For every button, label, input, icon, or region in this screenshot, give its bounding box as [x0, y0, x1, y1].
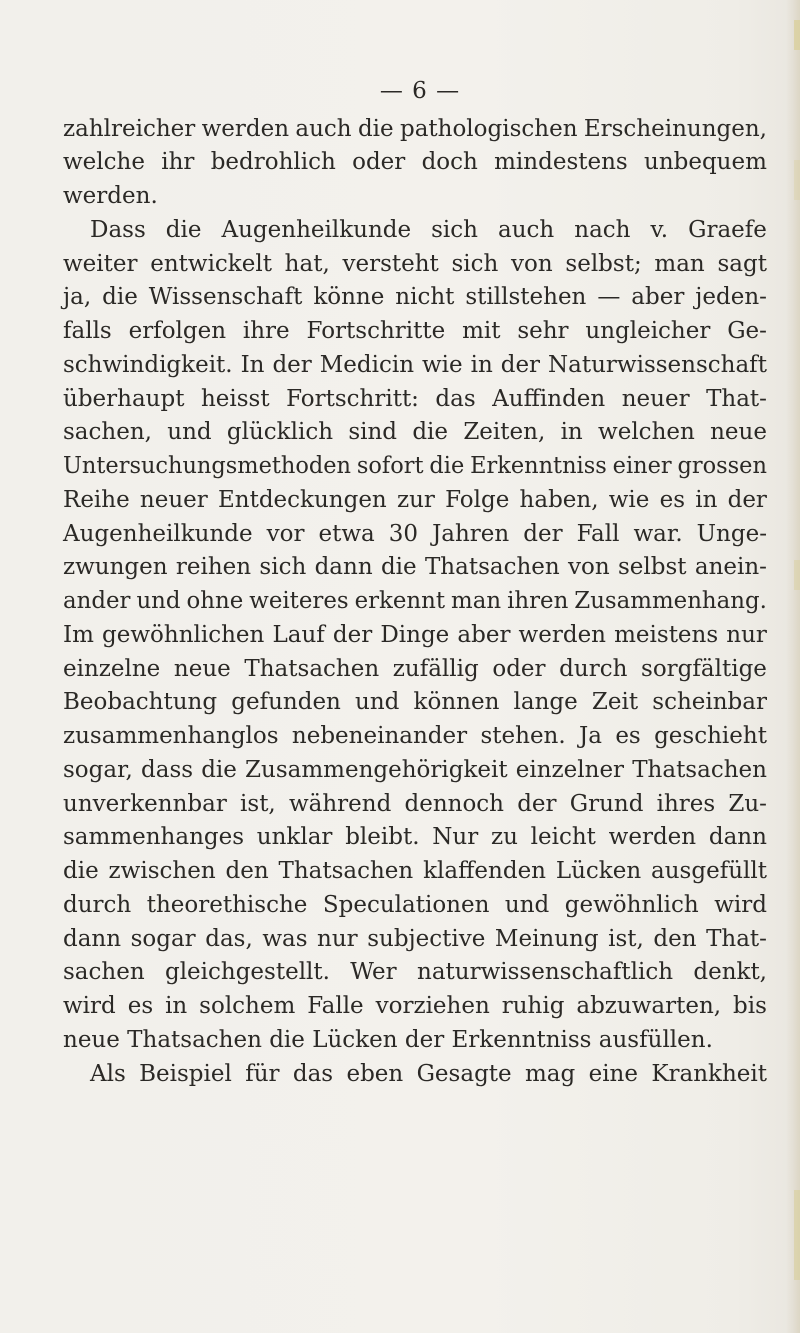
word: der: [500, 352, 541, 378]
word: neue: [173, 656, 231, 682]
text-line: [63, 719, 767, 753]
word: selbst: [618, 554, 687, 580]
word: solchem: [199, 993, 296, 1019]
word: falls: [63, 318, 112, 344]
text-line: [63, 145, 767, 179]
word: Fortschritte: [306, 318, 446, 344]
word: neuer: [139, 487, 208, 513]
word: sogar: [130, 926, 196, 952]
word: sachen: [63, 959, 145, 985]
word: sind: [348, 419, 398, 445]
word: Augenheilkunde: [221, 217, 412, 243]
word: Graefe: [688, 217, 767, 243]
word: die: [201, 757, 237, 783]
word: jeden-: [695, 284, 767, 310]
word: einzelne: [63, 656, 161, 682]
word: Beobachtung: [63, 689, 218, 715]
word: gewöhnlich: [564, 892, 699, 918]
text-line: [63, 685, 767, 719]
text-line: [63, 888, 767, 922]
word: Dass: [90, 217, 146, 243]
text-line-inner: [63, 787, 767, 821]
word: sachen,: [63, 419, 152, 445]
word: Zeiten,: [463, 419, 546, 445]
word: Reihe: [63, 487, 130, 513]
word: erfolgen: [128, 318, 227, 344]
word: der: [523, 521, 563, 547]
word: einer: [612, 453, 672, 479]
word: Falle: [307, 993, 364, 1019]
word: Zusammenhang.: [574, 588, 767, 614]
word: Medicin: [319, 352, 415, 378]
text-line: [63, 280, 767, 314]
word: selbst;: [565, 251, 642, 277]
word: ihren: [507, 588, 569, 614]
word: unbequem: [644, 149, 767, 175]
word: vorziehen: [375, 993, 490, 1019]
word: ihres: [656, 791, 716, 817]
text-line-inner: [63, 618, 767, 652]
word: Wer: [350, 959, 397, 985]
text-line-inner: [63, 112, 767, 146]
text-line-inner: [63, 280, 767, 314]
word: versteht: [342, 251, 439, 277]
text-line-inner: [63, 922, 767, 956]
word: in: [560, 419, 583, 445]
word: Untersuchungsmethoden: [63, 453, 352, 479]
word: die: [63, 858, 99, 884]
text-line-inner: [63, 247, 767, 281]
word: ruhig: [501, 993, 565, 1019]
text-line: [63, 787, 767, 821]
word: Erkenntniss: [470, 453, 607, 479]
text-line: [63, 922, 767, 956]
text-line-inner: [63, 449, 767, 483]
word: klaffenden: [423, 858, 546, 884]
word: schwindigkeit.: [63, 352, 233, 378]
word: ja,: [63, 284, 92, 310]
word: nur: [317, 926, 358, 952]
word: Zu-: [728, 791, 767, 817]
word: —: [597, 284, 621, 310]
text-line: [63, 584, 767, 618]
text-line-inner: [63, 955, 767, 989]
word: ist,: [608, 926, 644, 952]
word: Beispiel: [139, 1061, 232, 1087]
word: haben,: [519, 487, 599, 513]
text-line: [63, 1023, 713, 1057]
word: sammenhanges: [63, 824, 245, 850]
word: Meinung: [494, 926, 599, 952]
page-edge: [786, 0, 800, 1333]
word: neuer: [621, 386, 690, 412]
word: Als: [90, 1061, 126, 1087]
word: aber: [631, 284, 685, 310]
word: in: [470, 352, 493, 378]
word: lange: [513, 689, 578, 715]
word: theorethische: [146, 892, 308, 918]
text-line-inner: [63, 517, 767, 551]
word: Erscheinungen,: [583, 116, 767, 142]
word: ihr: [161, 149, 195, 175]
word: meistens: [614, 622, 719, 648]
word: ohne: [186, 588, 244, 614]
word: vor: [266, 521, 305, 547]
text-line-inner: [63, 719, 767, 753]
word: Dinge: [380, 622, 450, 648]
word: sehr: [517, 318, 569, 344]
word: heisst: [200, 386, 270, 412]
word: und: [136, 588, 181, 614]
text-line: [63, 820, 767, 854]
word: dann: [708, 824, 767, 850]
word: sich: [451, 251, 499, 277]
word: nicht: [395, 284, 455, 310]
word: die: [380, 554, 417, 580]
word: während: [288, 791, 392, 817]
word: aber: [457, 622, 511, 648]
text-line-inner: [63, 888, 767, 922]
word: 30: [388, 521, 419, 547]
text-line-inner: neue Thatsachen die Lücken der Erkenntniss ausfüllen.: [63, 1027, 713, 1053]
text-line-inner: [90, 1057, 767, 1091]
word: gefunden: [231, 689, 341, 715]
word: Grund: [569, 791, 644, 817]
word: That-: [706, 386, 767, 412]
word: Nur: [432, 824, 479, 850]
text-line-inner: [63, 820, 767, 854]
word: Lücken: [555, 858, 642, 884]
word: oder: [492, 656, 546, 682]
text-line-inner: [63, 550, 767, 584]
word: war.: [633, 521, 683, 547]
word: in: [165, 993, 188, 1019]
word: welche: [63, 149, 145, 175]
word: eben: [346, 1061, 404, 1087]
word: es: [615, 723, 641, 749]
word: zahlreicher: [63, 116, 196, 142]
word: und: [355, 689, 400, 715]
word: unklar: [256, 824, 333, 850]
text-line: [90, 1057, 767, 1091]
text-line-inner: [63, 584, 767, 618]
word: Thatsachen: [424, 554, 560, 580]
word: einzelner: [515, 757, 625, 783]
word: die: [165, 217, 202, 243]
word: mit: [462, 318, 501, 344]
word: unverkennbar: [63, 791, 227, 817]
word: scheinbar: [652, 689, 767, 715]
text-line-inner: [63, 685, 767, 719]
word: Speculationen: [322, 892, 490, 918]
word: Thatsachen: [278, 858, 414, 884]
word: man: [451, 588, 502, 614]
text-line: [63, 382, 767, 416]
text-line-inner: [63, 314, 767, 348]
word: ist,: [240, 791, 276, 817]
word: nach: [574, 217, 631, 243]
word: für: [245, 1061, 280, 1087]
word: Ja: [579, 723, 602, 749]
word: bedrohlich: [210, 149, 336, 175]
page-number: — 6 —: [379, 78, 461, 104]
word: hat,: [284, 251, 330, 277]
word: ander: [63, 588, 131, 614]
word: Jahren: [432, 521, 510, 547]
word: und: [504, 892, 550, 918]
text-line: [63, 449, 767, 483]
word: das,: [205, 926, 253, 952]
text-line: [63, 753, 767, 787]
text-line: [63, 314, 767, 348]
word: der: [272, 352, 312, 378]
word: Thatsachen: [632, 757, 767, 783]
word: Auffinden: [492, 386, 606, 412]
word: ausgefüllt: [651, 858, 767, 884]
edge-stain: [794, 160, 800, 200]
word: zusammenhanglos: [63, 723, 279, 749]
word: der: [332, 622, 373, 648]
text-line: [63, 550, 767, 584]
word: leicht: [530, 824, 596, 850]
word: eine: [588, 1061, 638, 1087]
word: bleibt.: [345, 824, 420, 850]
word: denkt,: [693, 959, 767, 985]
word: zufällig: [392, 656, 479, 682]
word: anein-: [694, 554, 767, 580]
word: grossen: [677, 453, 767, 479]
word: zu: [490, 824, 518, 850]
word: Fortschritt:: [286, 386, 419, 412]
word: sich: [259, 554, 307, 580]
text-line: [63, 854, 767, 888]
word: durch: [63, 892, 132, 918]
word: nebeneinander: [291, 723, 468, 749]
word: weiteres: [249, 588, 349, 614]
word: wie: [608, 487, 650, 513]
word: That-: [706, 926, 767, 952]
word: Unge-: [696, 521, 767, 547]
word: Augenheilkunde: [63, 521, 253, 547]
word: sogar,: [63, 757, 133, 783]
word: welchen: [598, 419, 695, 445]
word: auch: [498, 217, 555, 243]
word: von: [568, 554, 610, 580]
word: etwa: [318, 521, 375, 547]
word: dennoch: [404, 791, 504, 817]
word: geschieht: [654, 723, 767, 749]
word: Naturwissenschaft: [548, 352, 767, 378]
word: Gesagte: [416, 1061, 512, 1087]
word: Im: [63, 622, 94, 648]
word: ihre: [242, 318, 290, 344]
text-line-inner: [90, 213, 767, 247]
word: Ge-: [727, 318, 767, 344]
text-line: [63, 415, 767, 449]
word: sorgfältige: [641, 656, 767, 682]
text-line: [63, 483, 767, 517]
word: den: [225, 858, 269, 884]
word: durch: [559, 656, 628, 682]
word: dann: [63, 926, 122, 952]
word: Entdeckungen: [217, 487, 387, 513]
word: naturwissenschaftlich: [417, 959, 674, 985]
text-line-inner: [63, 382, 767, 416]
word: Thatsachen: [244, 656, 380, 682]
word: werden: [201, 116, 290, 142]
text-line-inner: [63, 652, 767, 686]
word: zwungen: [63, 554, 168, 580]
word: dass: [141, 757, 194, 783]
word: abzuwarten,: [576, 993, 722, 1019]
text-line-inner: [63, 483, 767, 517]
edge-stain: [794, 1190, 800, 1280]
text-line: [90, 213, 767, 247]
word: die: [429, 453, 465, 479]
text-line-inner: werden.: [63, 183, 158, 209]
word: werden: [518, 622, 606, 648]
word: In: [240, 352, 265, 378]
word: reihen: [175, 554, 252, 580]
word: erkennt: [354, 588, 446, 614]
word: nur: [726, 622, 767, 648]
text-line-inner: [63, 145, 767, 179]
word: Folge: [445, 487, 510, 513]
word: wird: [714, 892, 767, 918]
word: sich: [431, 217, 478, 243]
edge-stain: [794, 20, 800, 50]
text-line: [63, 112, 767, 146]
word: sagt: [717, 251, 767, 277]
word: v.: [650, 217, 669, 243]
word: Zusammengehörigkeit: [245, 757, 508, 783]
word: und: [167, 419, 212, 445]
word: das: [435, 386, 476, 412]
word: stillstehen: [465, 284, 587, 310]
text-line-inner: [63, 348, 767, 382]
word: es: [659, 487, 686, 513]
text-line-inner: [63, 753, 767, 787]
text-line-inner: [63, 415, 767, 449]
word: das: [292, 1061, 334, 1087]
text-line: [63, 989, 767, 1023]
word: bis: [733, 993, 767, 1019]
word: können: [413, 689, 500, 715]
word: Zeit: [591, 689, 639, 715]
word: Krankheit: [651, 1061, 767, 1087]
word: gewöhnlichen: [102, 622, 265, 648]
word: von: [511, 251, 553, 277]
word: es: [127, 993, 154, 1019]
word: könne: [313, 284, 385, 310]
word: man: [654, 251, 705, 277]
word: weiter: [63, 251, 138, 277]
word: zwischen: [108, 858, 216, 884]
edge-stain: [794, 560, 800, 590]
word: die: [412, 419, 449, 445]
word: die: [357, 116, 394, 142]
word: wie: [421, 352, 463, 378]
word: mag: [524, 1061, 576, 1087]
word: überhaupt: [63, 386, 185, 412]
word: werden: [608, 824, 697, 850]
text-line: [63, 179, 158, 213]
word: zur: [396, 487, 435, 513]
word: die: [102, 284, 138, 310]
word: in: [695, 487, 718, 513]
text-line: [63, 618, 767, 652]
word: entwickelt: [150, 251, 272, 277]
word: mindestens: [494, 149, 628, 175]
word: Fall: [576, 521, 620, 547]
word: glücklich: [226, 419, 334, 445]
text-line: [63, 348, 767, 382]
word: doch: [421, 149, 478, 175]
text-line: [63, 247, 767, 281]
word: Wissenschaft: [148, 284, 303, 310]
word: gleichgestellt.: [164, 959, 330, 985]
word: stehen.: [480, 723, 566, 749]
text-line: [63, 955, 767, 989]
text-line-inner: [63, 989, 767, 1023]
word: sofort: [356, 453, 424, 479]
word: oder: [352, 149, 406, 175]
word: der: [727, 487, 767, 513]
text-line-inner: [63, 854, 767, 888]
text-line: [63, 517, 767, 551]
word: pathologischen: [399, 116, 578, 142]
word: auch: [295, 116, 352, 142]
word: den: [653, 926, 697, 952]
word: neue: [710, 419, 767, 445]
word: der: [517, 791, 557, 817]
text-line: [63, 652, 767, 686]
word: was: [262, 926, 308, 952]
word: Lauf: [272, 622, 325, 648]
word: dann: [314, 554, 373, 580]
word: wird: [63, 993, 116, 1019]
word: ungleicher: [585, 318, 711, 344]
word: subjective: [367, 926, 486, 952]
